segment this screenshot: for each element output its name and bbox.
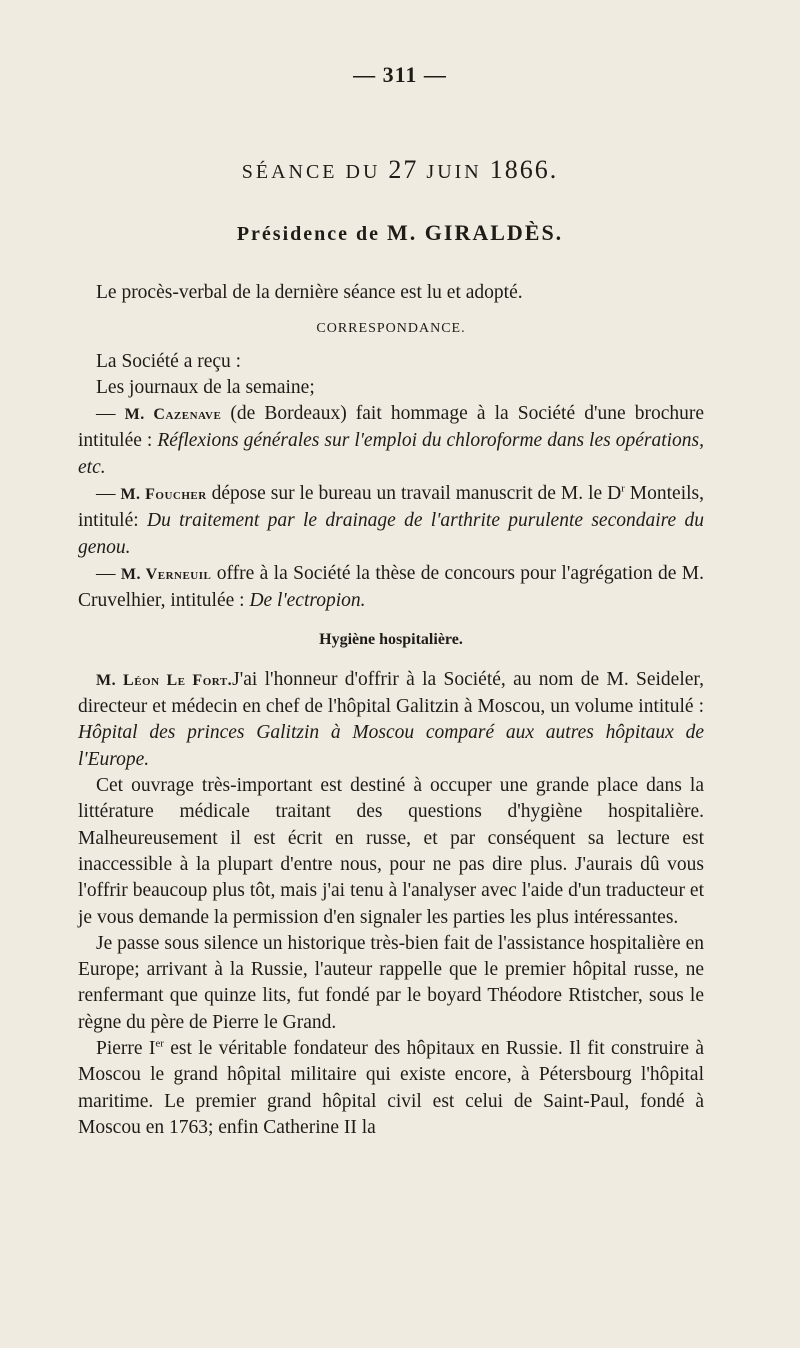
work-title: De l'ectropion. bbox=[249, 590, 366, 612]
page-body bbox=[78, 280, 704, 1141]
paragraph-ouvrage: Cet ouvrage très-important est destiné à occuper une grande place dans la littérature médicale traitant des questions d'hygiène hospitalière. Malheureusement il est écrit en russe, et par conséquent sa lecture est inaccessible à la plupart d'entre nous, pour ne pas dire plus. J'aurais dû vous l'offrir beaucoup plus tôt, mais j'ai tenu à l'analyser avec l'aide d'un traducteur et je vous demande la permission d'en signaler les parties les plus intéressantes. bbox=[78, 775, 704, 928]
paragraph-pierre bbox=[78, 1036, 704, 1141]
paragraph-text: Pierre I bbox=[96, 1038, 156, 1060]
seance-year: 1866. bbox=[489, 155, 559, 184]
member-name: M. Foucher bbox=[120, 486, 207, 504]
seance-date: 27 bbox=[388, 155, 419, 184]
work-title: Hôpital des princes Galitzin à Moscou comparé aux autres hôpitaux de l'Europe. bbox=[78, 722, 704, 770]
paragraph-le-fort bbox=[78, 667, 704, 773]
paragraph-text: est le véritable fondateur des hôpitaux en Russie. Il fit construire à Moscou le grand hôpital militaire qui existe encore, à Pétersbourg l'hôpital maritime. Le premier grand hôpital civil est celui de Saint-Paul, fondé à Moscou en 1763; enfin Catherine II la bbox=[78, 1038, 704, 1138]
correspondance-heading: CORRESPONDANCE. bbox=[316, 321, 466, 337]
seance-prefix: SÉANCE DU bbox=[241, 161, 381, 183]
president-name: M. GIRALDÈS. bbox=[387, 220, 564, 245]
paragraph-text: (de Bordeaux) fait hommage à la Société d'une brochure intitulée : bbox=[78, 403, 705, 452]
work-title: Du traitement par le drainage de l'arthrite purulente secondaire du genou. bbox=[78, 510, 704, 558]
member-name: M. Cazenave bbox=[124, 406, 222, 424]
paragraph-minutes: Le procès-verbal de la dernière séance est lu et adopté. bbox=[96, 282, 523, 303]
member-name: M. Verneuil bbox=[120, 565, 212, 583]
member-name: M. Léon Le Fort. bbox=[96, 671, 233, 689]
presidence-heading bbox=[0, 220, 800, 246]
paragraph-foucher bbox=[78, 481, 704, 561]
superscript: r bbox=[621, 482, 625, 495]
paragraph-text: dépose sur le bureau un travail manuscrit de M. le D bbox=[206, 483, 622, 505]
work-title: Réflexions générales sur l'emploi du chloroforme dans les opérations, etc. bbox=[78, 430, 704, 478]
dash: — bbox=[96, 562, 121, 584]
seance-heading bbox=[0, 155, 800, 185]
hygiene-heading: Hygiène hospitalière. bbox=[319, 630, 463, 648]
dash: — bbox=[96, 483, 121, 505]
paragraph-text: J'ai l'honneur d'offrir à la Société, au nom de M. Seideler, directeur et médecin en chef de l'hôpital Galitzin à Moscou, un volume intitulé : bbox=[78, 668, 705, 718]
superscript: er bbox=[155, 1037, 164, 1050]
paragraph-journals: Les journaux de la semaine; bbox=[96, 376, 315, 398]
paragraph-historique: Je passe sous silence un historique très-bien fait de l'assistance hospitalière en Europe; arrivant à la Russie, l'auteur rappelle que le premier hôpital russe, ne renfermant que quinze lits, fut fondé par le boyard Théodore Rtistcher, sous le règne du père de Pierre le Grand. bbox=[78, 932, 704, 1033]
dash: — bbox=[96, 403, 125, 425]
presidence-label: Présidence de bbox=[236, 223, 380, 245]
seance-month: JUIN bbox=[426, 161, 482, 183]
page-number: — 311 — bbox=[353, 62, 447, 87]
paragraph-received: La Société a reçu : bbox=[96, 350, 242, 372]
paragraph-text: Monteils, intitulé: bbox=[78, 483, 704, 532]
paragraph-verneuil bbox=[78, 561, 704, 615]
paragraph-text: offre à la Société la thèse de concours pour l'agrégation de M. Cruvelhier, intitulée : bbox=[78, 562, 705, 612]
paragraph-cazenave bbox=[78, 401, 704, 481]
